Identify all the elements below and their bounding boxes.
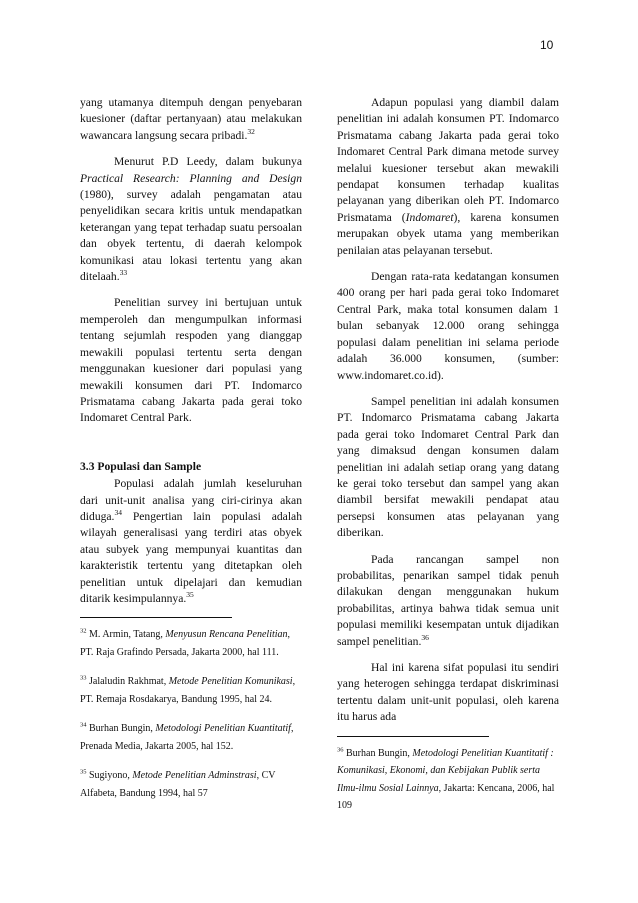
footnote-ref: 35 [186, 590, 194, 600]
paragraph: Menurut P.D Leedy, dalam bukunya Practical Research: Planning and Design (1980), survey adalah pengamatan atau penyelidikan secara kritis untuk mendapatkan keterangan yang tepat terhadap suatu persoalan dan obyek tertentu, di daerah kelompok komunikasi atau lokasi tertentu yang akan ditelaah.$^{33}$ [80, 155, 302, 284]
footnote-ref: 36 [421, 632, 429, 642]
paragraph: Hal ini karena sifat populasi itu sendiri yang heterogen sehingga terdapat diskriminasi tertentu dalam unit-unit populasi, oleh karena itu harus ada [337, 661, 559, 724]
paragraph: Populasi adalah jumlah keseluruhan dari unit-unit analisa yang ciri-cirinya akan diduga.$^{34}$ Pengertian lain populasi adalah wilayah generalisasi yang terdiri atas obyek atau subyek yang mempunyai kuantitas dan karakteristik tertentu yang ditetapkan oleh penelitian untuk dipelajari dan kemudian ditarik kesimpulannya.$^{35}$ [80, 477, 302, 605]
paragraph: Pada rancangan sampel non probabilitas, penarikan sampel tidak penuh dilakukan dengan menggunakan hukum probabilitas, artinya bahwa tidak semua unit populasi memiliki kesempatan untuk dijadikan sampel penelitian.$^{36}$ [337, 552, 559, 648]
footnote-ref: 34 [114, 508, 122, 518]
footnote: $^{36}$ Burhan Bungin, Metodologi Penelitian Kuantitatif : Komunikasi, Ekonomi, dan Kebijakan Publik serta Ilmu-ilmu Sosial Lainnya, Jakarta: Kencana, 2006, hal 109 [337, 746, 555, 812]
footnote: $^{32}$ M. Armin, Tatang, Menyusun Rencana Penelitian, PT. Raja Grafindo Persada, Jakarta 2000, hal 111. [80, 628, 291, 658]
paragraph: Sampel penelitian ini adalah konsumen PT. Indomarco Prismatama cabang Jakarta pada gerai toko Indomaret Central Park dan yang dimaksud dengan konsumen dalam penelitian ini adalah setiap orang yang datang ke gerai toko tersebut dan sampel yang akan diambil bersifat mewakili pendapat atau persepsi konsumen atas pelayanan yang diberikan. [337, 394, 559, 540]
paragraph: Adapun populasi yang diambil dalam penelitian ini adalah konsumen PT. Indomarco Prismatama cabang Jakarta pada gerai toko Indomaret Central Park dimana metode survey melalui kuesioner tersebut akan mewakili pendapat konsumen terhadap kualitas pelayanan yang diberikan oleh PT. Indomarco Prismatama (Indomaret), karena konsumen merupakan obyek utama yang memberikan penilaian atas pelayanan tersebut. [337, 96, 559, 257]
footnote-divider [337, 736, 489, 737]
company-name: Indomaret [405, 210, 454, 224]
left-column [80, 95, 302, 814]
right-column [337, 95, 559, 827]
page-number: 10 [540, 38, 554, 52]
paragraph: Penelitian survey ini bertujuan untuk memperoleh dan mengumpulkan informasi tentang sejumlah respoden yang dianggap mewakili populasi tertentu serta dengan menggunakan kuesioner dari populasi yang mewakili konsumen dari PT. Indomarco Prismatama cabang Jakarta pada gerai toko Indomaret Central Park. [80, 296, 302, 425]
footnote-ref: 33 [119, 268, 128, 278]
footnote: $^{33}$ Jalaludin Rakhmat, Metode Penelitian Komunikasi, PT. Remaja Rosdakarya, Bandung 1995, hal 24. [80, 675, 296, 705]
footnote-divider [80, 617, 232, 618]
footnote: $^{35}$ Sugiyono, Metode Penelitian Adminstrasi, CV Alfabeta, Bandung 1994, hal 57 [80, 769, 276, 799]
section-heading: 3.3 Populasi dan Sample [80, 459, 202, 473]
footnote: $^{34}$ Burhan Bungin, Metodologi Penelitian Kuantitatif, Prenada Media, Jakarta 2005, hal 152. [80, 722, 294, 752]
paragraph: Dengan rata-rata kedatangan konsumen 400 orang per hari pada gerai toko Indomaret Central Park, maka total konsumen dalam 1 bulan sebanyak 12.000 orang sehingga populasi dalam penelitian ini selama periode adalah 36.000 konsumen, (sumber: www.indomaret.co.id). [337, 270, 559, 382]
book-title: Practical Research: Planning and Design [80, 171, 302, 185]
paragraph: yang utamanya ditempuh dengan penyebaran kuesioner (daftar pertanyaan) atau melakukan wawancara langsung secara pribadi.$^{32}$ [80, 96, 302, 142]
footnote-ref: 32 [247, 126, 255, 136]
